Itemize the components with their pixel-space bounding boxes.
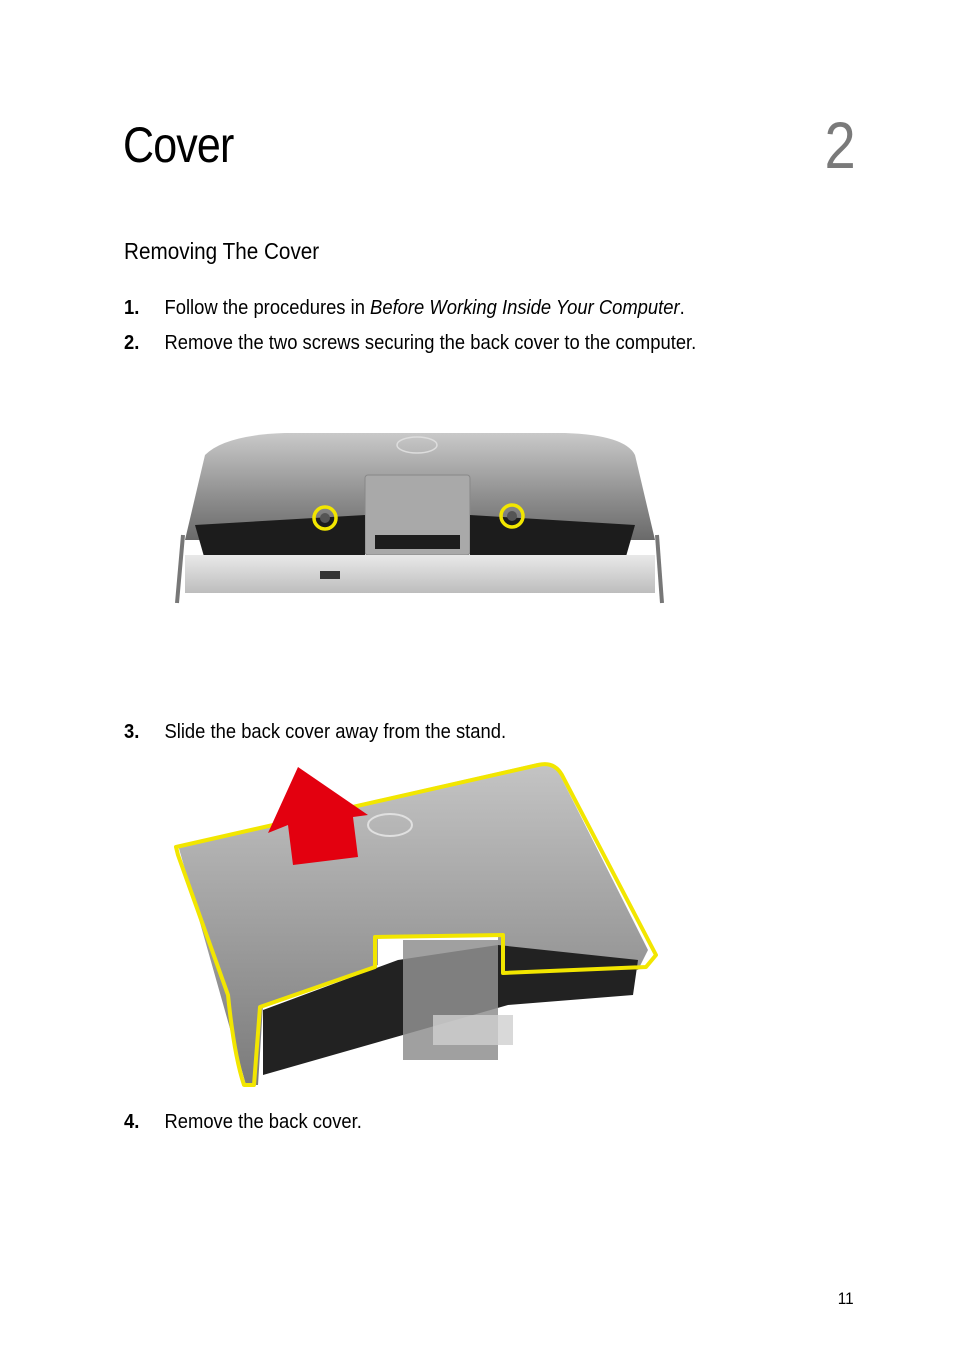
base-edge <box>185 555 655 593</box>
step-text: Remove the back cover. <box>164 1111 362 1133</box>
stand-slot <box>375 535 460 549</box>
page-number: 11 <box>838 1289 854 1308</box>
step-number: 2. <box>124 332 140 354</box>
step-text-end: . <box>679 297 685 319</box>
section-heading: Removing The Cover <box>124 238 320 264</box>
step-1 <box>124 296 685 320</box>
chapter-title: Cover <box>123 117 234 173</box>
step-number: 3. <box>124 721 140 743</box>
step-4 <box>124 1110 362 1134</box>
figure-screws <box>165 425 675 615</box>
cross-reference-link[interactable]: Before Working Inside Your Computer <box>370 297 680 319</box>
slot <box>320 571 340 579</box>
step-number: 4. <box>124 1111 140 1133</box>
step-text: Follow the procedures in <box>164 297 371 319</box>
figure-slide-cover <box>168 755 668 1100</box>
step-3 <box>124 720 506 744</box>
step-2 <box>124 331 696 355</box>
chapter-number: 2 <box>824 108 856 182</box>
step-number: 1. <box>124 297 140 319</box>
step-text: Remove the two screws securing the back cover to the computer. <box>164 332 697 354</box>
step-text: Slide the back cover away from the stand. <box>164 721 507 743</box>
